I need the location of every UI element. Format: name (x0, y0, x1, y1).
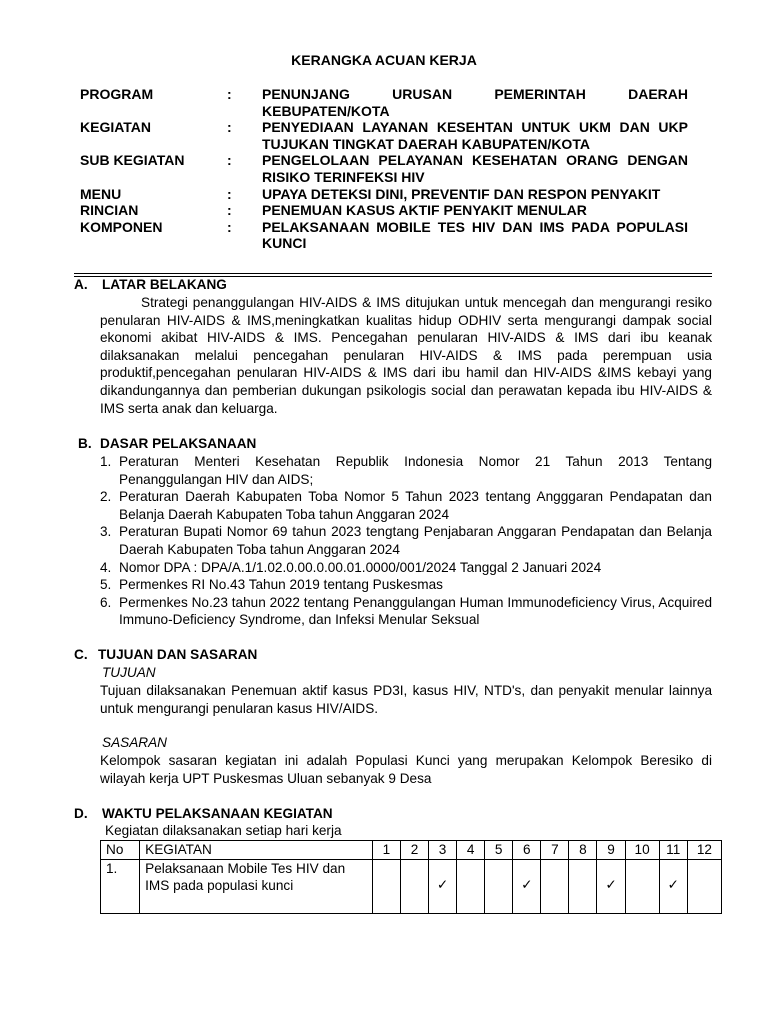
cell-month-mark: ✓ (429, 859, 457, 913)
info-separator: : (227, 218, 232, 235)
list-number: 4. (100, 559, 112, 575)
header-month: 12 (687, 841, 721, 860)
cell-month-mark (687, 859, 721, 913)
list-number: 5. (100, 577, 112, 593)
tujuan-label: TUJUAN (102, 665, 156, 680)
header-no: No (101, 841, 140, 860)
section-title: TUJUAN DAN SASARAN (98, 647, 258, 662)
info-label: PROGRAM (80, 86, 154, 102)
info-separator: : (227, 119, 232, 136)
sasaran-label: SASARAN (102, 735, 167, 750)
info-row-program (80, 86, 688, 119)
sasaran-paragraph: Kelompok sasaran kegiatan ini adalah Populasi Kunci yang merupakan Kelompok Beresiko di wilayah kerja UPT Puskesmas Uluan sebanyak 9 Desa (100, 753, 712, 786)
cell-month-mark (372, 859, 400, 913)
cell-month-mark (485, 859, 513, 913)
list-item (100, 523, 712, 558)
header-month: 2 (400, 841, 428, 860)
header-month: 10 (625, 841, 659, 860)
info-row-rincian (80, 202, 688, 219)
header-month: 4 (457, 841, 485, 860)
list-text: Permenkes RI No.43 Tahun 2019 tentang Puskesmas (119, 577, 443, 593)
cell-month-mark: ✓ (659, 859, 687, 913)
list-number: 2. (100, 489, 112, 505)
list-item (100, 488, 712, 523)
tujuan-paragraph: Tujuan dilaksanakan Penemuan aktif kasus PD3I, kasus HIV, NTD's, dan penyakit menular lainnya untuk mengurangi penularan kasus HIV/AIDS. (100, 683, 712, 716)
section-b-heading (78, 435, 256, 453)
info-value: PENEMUAN KASUS AKTIF PENYAKIT MENULAR (262, 202, 587, 219)
list-item (100, 453, 712, 488)
list-number: 6. (100, 594, 112, 610)
info-row-menu (80, 186, 688, 203)
cell-month-mark (569, 859, 597, 913)
header-divider-top (74, 273, 712, 274)
list-text: Permenkes No.23 tahun 2022 tentang Penanggulangan Human Immunodeficiency Virus, Acquired Immuno-Deficiency Syndrome, dan Infeksi Menular Seksual (119, 594, 712, 628)
section-title: DASAR PELAKSANAAN (100, 436, 257, 451)
section-letter: C. (74, 647, 88, 662)
section-a-heading (74, 276, 227, 294)
header-month: 5 (485, 841, 513, 860)
schedule-header-row (101, 841, 722, 860)
cell-month-mark (625, 859, 659, 913)
info-separator: : (227, 185, 232, 202)
header-month: 8 (569, 841, 597, 860)
info-value: PENUNJANG URUSAN PEMERINTAH DAERAH KEBUPATEN/KOTA (262, 86, 688, 119)
header-kegiatan: KEGIATAN (140, 841, 373, 860)
info-value: UPAYA DETEKSI DINI, PREVENTIF DAN RESPON PENYAKIT (262, 185, 661, 202)
section-letter: D. (74, 806, 88, 821)
list-text: Peraturan Bupati Nomor 69 tahun 2023 tengtang Penjabaran Anggaran Pendapatan dan Belanja Daerah Kabupaten Toba tahun Anggaran 2024 (119, 524, 712, 557)
cell-month-mark: ✓ (597, 859, 625, 913)
list-item (100, 594, 712, 629)
header-month: 6 (513, 841, 541, 860)
header-month: 11 (659, 841, 687, 860)
cell-month-mark (400, 859, 428, 913)
section-d-heading (74, 805, 333, 823)
section-c-heading (74, 646, 257, 664)
schedule-table (100, 840, 722, 914)
waktu-intro: Kegiatan dilaksanakan setiap hari kerja (105, 823, 342, 838)
list-text: Peraturan Daerah Kabupaten Toba Nomor 5 Tahun 2023 tentang Angggaran Pendapatan dan Belanja Daerah Kabupaten Toba tahun Anggaran 2024 (119, 489, 712, 522)
table-row (101, 859, 722, 913)
section-title: WAKTU PELAKSANAAN KEGIATAN (102, 806, 333, 821)
info-row-komponen (80, 219, 688, 252)
header-month: 7 (541, 841, 569, 860)
list-item (100, 576, 712, 594)
list-number: 3. (100, 524, 112, 540)
document-title: KERANGKA ACUAN KERJA (291, 52, 477, 68)
info-value: PENGELOLAAN PELAYANAN KESEHATAN ORANG DENGAN RISIKO TERINFEKSI HIV (262, 152, 688, 185)
cell-month-mark (457, 859, 485, 913)
info-row-sub-kegiatan (80, 152, 688, 185)
header-month: 9 (597, 841, 625, 860)
info-label: RINCIAN (80, 202, 139, 219)
info-value: PENYEDIAAN LAYANAN KESEHTAN UNTUK UKM DAN UKP TUJUKAN TINGKAT DAERAH KABUPATEN/KOTA (262, 119, 688, 152)
info-separator: : (227, 86, 232, 102)
section-letter: B. (78, 436, 92, 451)
info-separator: : (227, 202, 232, 219)
section-letter: A. (74, 277, 88, 292)
info-label: KOMPONEN (80, 218, 163, 235)
info-label: MENU (80, 185, 122, 202)
header-month: 1 (372, 841, 400, 860)
cell-no: 1. (101, 859, 140, 913)
cell-month-mark (541, 859, 569, 913)
info-row-kegiatan (80, 119, 688, 152)
header-month: 3 (429, 841, 457, 860)
info-separator: : (227, 152, 232, 169)
section-title: LATAR BELAKANG (102, 277, 227, 292)
info-label: SUB KEGIATAN (80, 152, 185, 169)
list-number: 1. (100, 454, 112, 469)
list-item (100, 559, 712, 577)
dasar-pelaksanaan-list (100, 453, 712, 629)
cell-month-mark: ✓ (513, 859, 541, 913)
info-label: KEGIATAN (80, 119, 152, 136)
info-value: PELAKSANAAN MOBILE TES HIV DAN IMS PADA POPULASI KUNCI (262, 218, 688, 252)
list-text: Peraturan Menteri Kesehatan Republik Indonesia Nomor 21 Tahun 2013 Tentang Penanggulangan HIV dan AIDS; (119, 454, 712, 487)
cell-kegiatan: Pelaksanaan Mobile Tes HIV dan IMS pada populasi kunci (140, 859, 373, 913)
program-info-table (80, 86, 688, 252)
list-text: Nomor DPA : DPA/A.1/1.02.0.00.0.00.01.0000/001/2024 Tanggal 2 Januari 2024 (119, 559, 602, 575)
latar-belakang-paragraph: Strategi penanggulangan HIV-AIDS & IMS ditujukan untuk mencegah dan mengurangi resiko penularan HIV-AIDS & IMS,meningkatkan kualitas hidup ODHIV serta mengurangi dampak social ekonomi akibat HIV-AIDS & IMS. Pencegahan penularan HIV-AIDS & IMS dari ibu keanak dilaksanakan melalui pencegahan penularan HIV-AIDS & IMS pada perempuan usia produktif,pencegahan penularan HIV-AIDS & IMS dari ibu hamil dan HIV-AIDS &IMS kebayi yang dikandungannya dan pemberian dukungan psikologis social dan perawatan kepada ibu HIV-AIDS & IMS serta anak dan keluarga. (100, 295, 712, 416)
